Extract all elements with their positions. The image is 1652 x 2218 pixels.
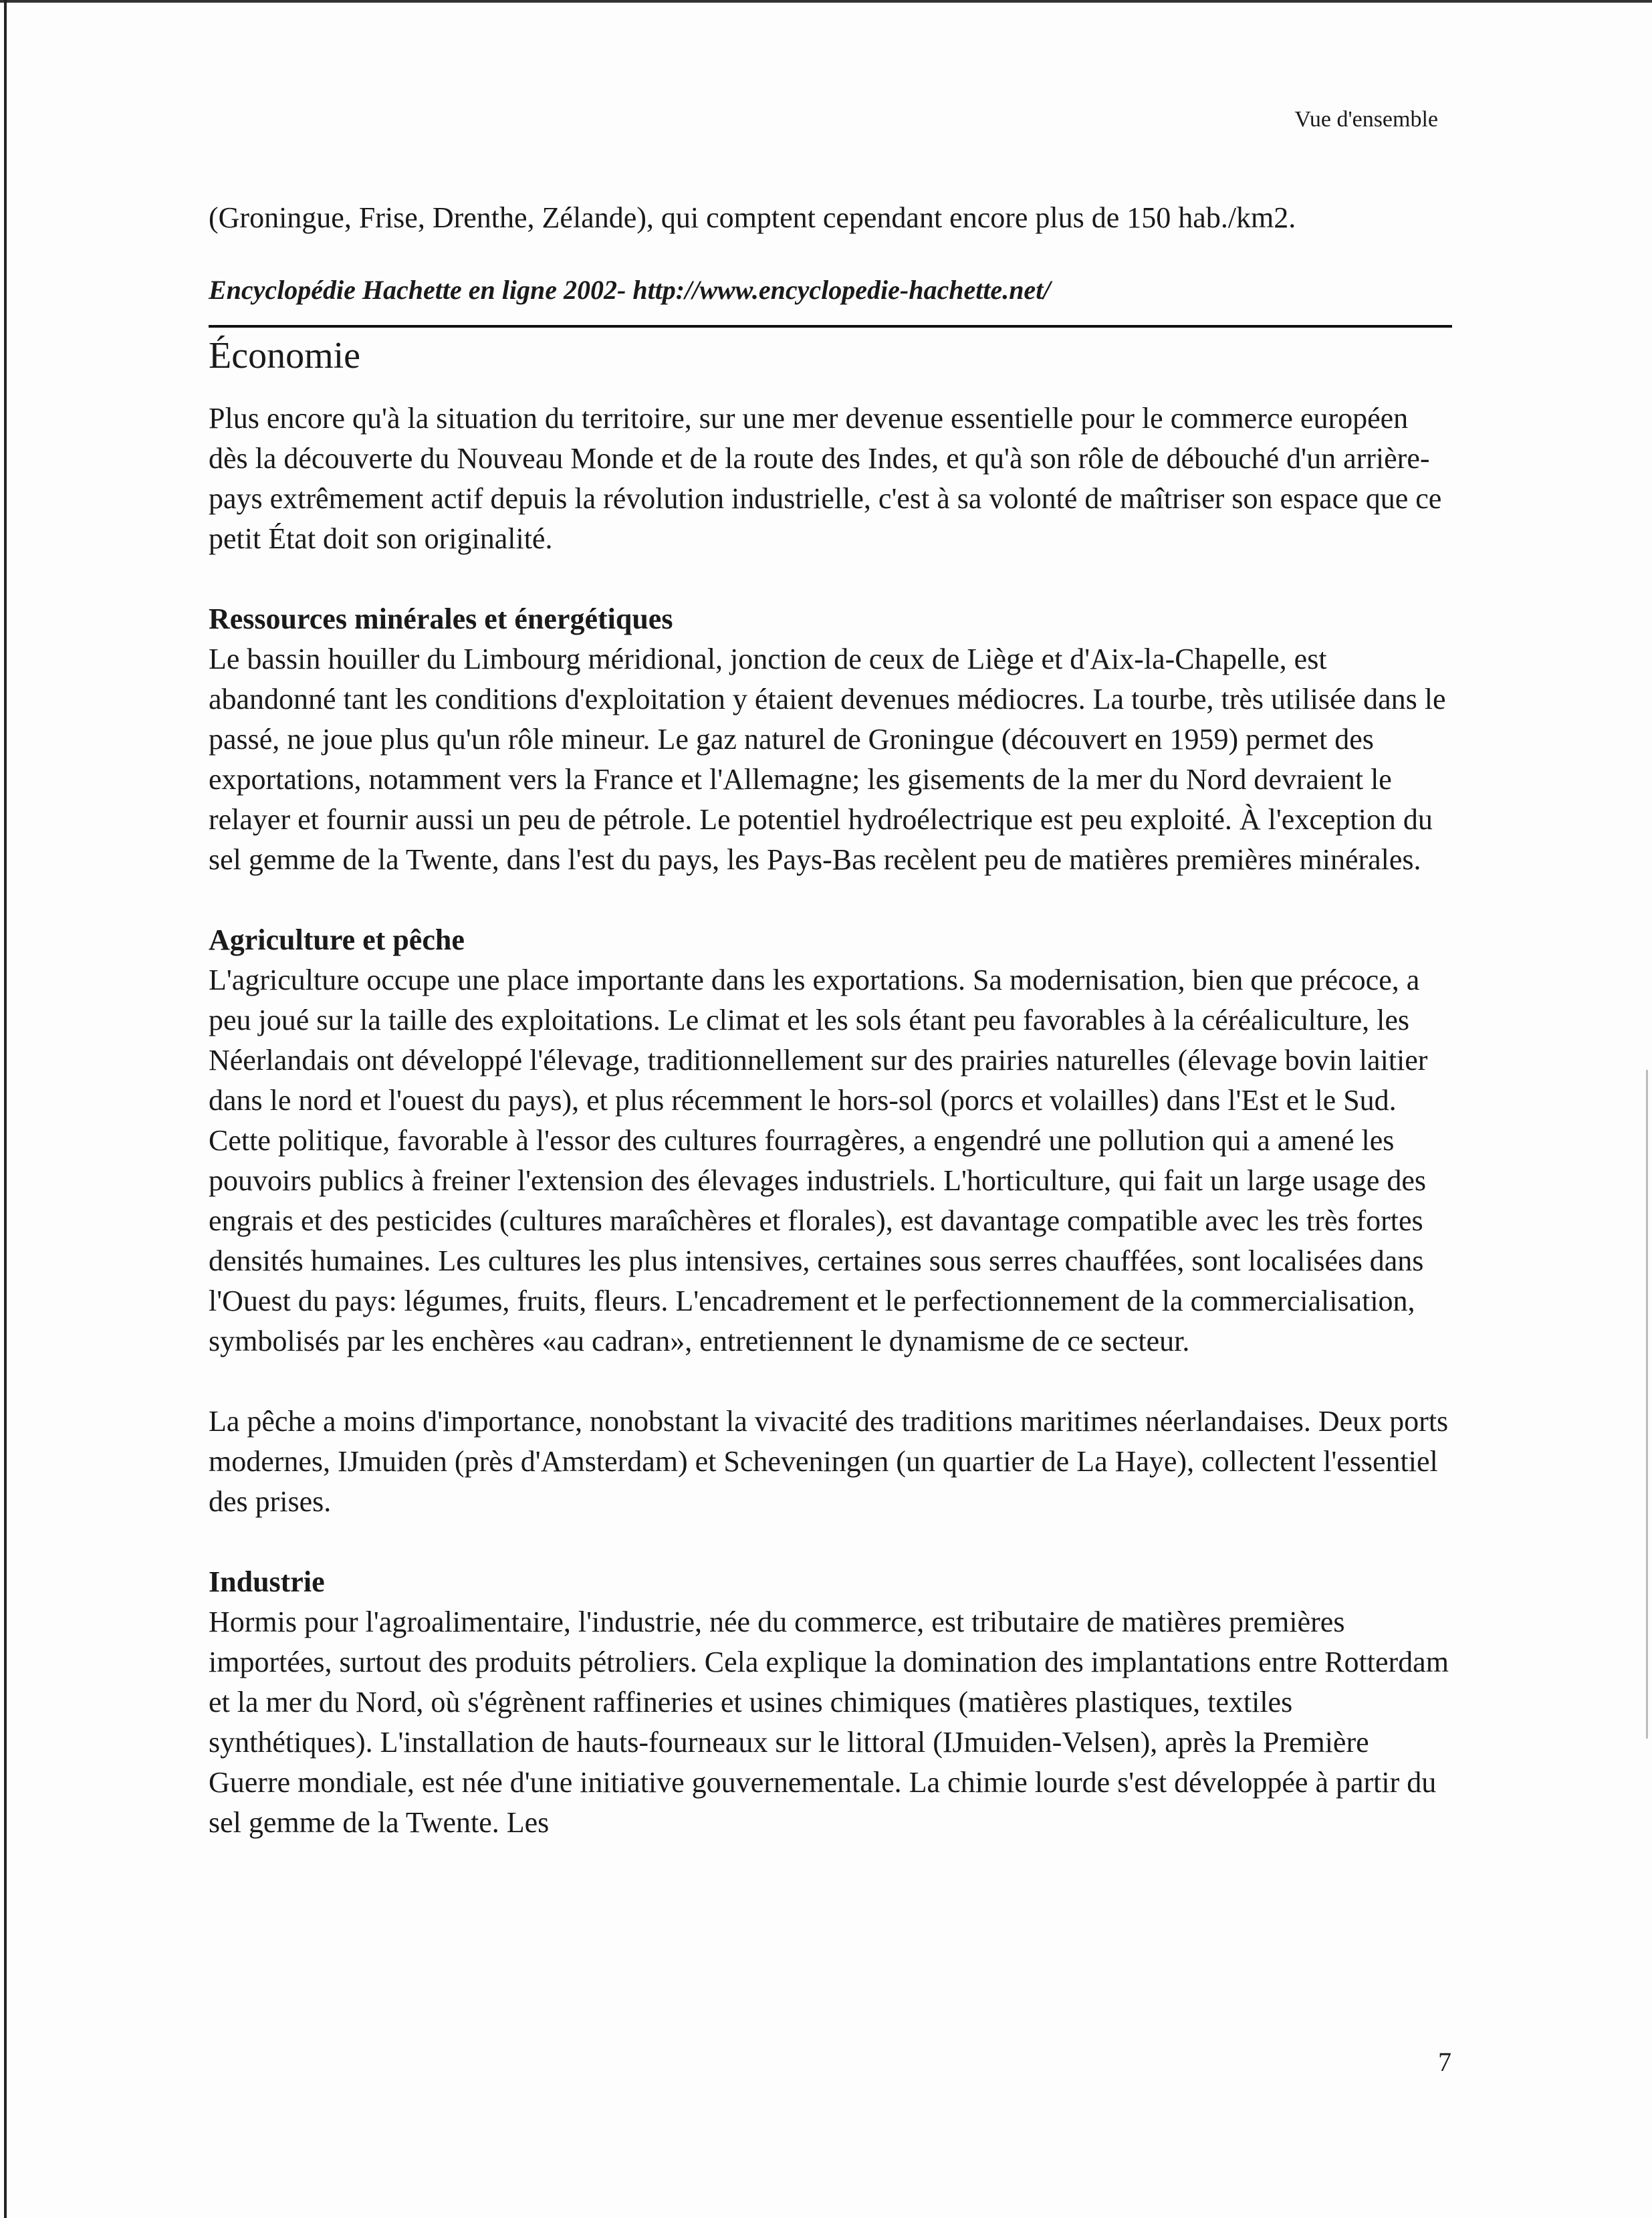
scan-edge-left: [4, 0, 7, 2218]
scan-edge-right: [1646, 1070, 1648, 1739]
subheading-agriculture: Agriculture et pêche: [209, 923, 465, 956]
intro-paragraph: (Groningue, Frise, Drenthe, Zélande), qui comptent cependant encore plus de 150 hab./km2.: [209, 201, 1296, 234]
economie-lead-paragraph: Plus encore qu'à la situation du territoire, sur une mer devenue essentielle pour le commerce européen dès la découverte du Nouveau Monde et de la route des Indes, et qu'à son rôle de débouché d'un arrière-pays extrêmement actif depuis la révolution industrielle, c'est à sa volonté de maîtriser son espace que ce petit État doit son originalité.: [209, 402, 1442, 555]
section-title-economie: Économie: [209, 335, 361, 376]
running-header: Vue d'ensemble: [1294, 107, 1438, 132]
paragraph-ressources: Le bassin houiller du Limbourg méridional, jonction de ceux de Liège et d'Aix-la-Chapelle, est abandonné tant les conditions d'exploitation y étaient devenues médiocres. La tourbe, très utilisée dans le passé, ne joue plus qu'un rôle mineur. Le gaz naturel de Groningue (découvert en 1959) permet des exportations, notamment vers la France et l'Allemagne; les gisements de la mer du Nord devraient le relayer et fournir aussi un peu de pétrole. Le potentiel hydroélectrique est peu exploité. À l'exception du sel gemme de la Twente, dans l'est du pays, les Pays-Bas recèlent peu de matières premières minérales.: [209, 643, 1446, 876]
subheading-industrie: Industrie: [209, 1565, 325, 1598]
scan-edge-top: [0, 0, 1652, 3]
paragraph-industrie: Hormis pour l'agroalimentaire, l'industrie, née du commerce, est tributaire de matières premières importées, surtout des produits pétroliers. Cela explique la domination des implantations entre Rotterdam et la mer du Nord, où s'égrènent raffineries et usines chimiques (matières plastiques, textiles synthétiques). L'installation de hauts-fourneaux sur le littoral (IJmuiden-Velsen), après la Première Guerre mondiale, est née d'une initiative gouvernementale. La chimie lourde s'est développée à partir du sel gemme de la Twente. Les: [209, 1605, 1449, 1839]
section-divider: [209, 325, 1452, 328]
page-number: 7: [1438, 2047, 1451, 2077]
subheading-ressources: Ressources minérales et énergétiques: [209, 602, 673, 635]
paragraph-agriculture: L'agriculture occupe une place importante dans les exportations. Sa modernisation, bien que précoce, a peu joué sur la taille des exploitations. Le climat et les sols étant peu favorables à la céréaliculture, les Néerlandais ont développé l'élevage, traditionnellement sur des prairies naturelles (élevage bovin laitier dans le nord et l'ouest du pays), et plus récemment le hors-sol (porcs et volailles) dans l'Est et le Sud. Cette politique, favorable à l'essor des cultures fourragères, a engendré une pollution qui a amené les pouvoirs publics à freiner l'extension des élevages industriels. L'horticulture, qui fait un large usage des engrais et des pesticides (cultures maraîchères et florales), est davantage compatible avec les très fortes densités humaines. Les cultures les plus intensives, certaines sous serres chauffées, sont localisées dans l'Ouest du pays: légumes, fruits, fleurs. L'encadrement et le perfectionnement de la commercialisation, symbolisés par les enchères «au cadran», entretiennent le dynamisme de ce secteur.: [209, 964, 1428, 1357]
source-citation: Encyclopédie Hachette en ligne 2002- http://www.encyclopedie-hachette.net/: [209, 275, 1051, 305]
page-content: [209, 198, 1452, 1843]
paragraph-peche: La pêche a moins d'importance, nonobstant la vivacité des traditions maritimes néerlandaises. Deux ports modernes, IJmuiden (près d'Amsterdam) et Scheveningen (un quartier de La Haye), collectent l'essentiel des prises.: [209, 1405, 1449, 1518]
